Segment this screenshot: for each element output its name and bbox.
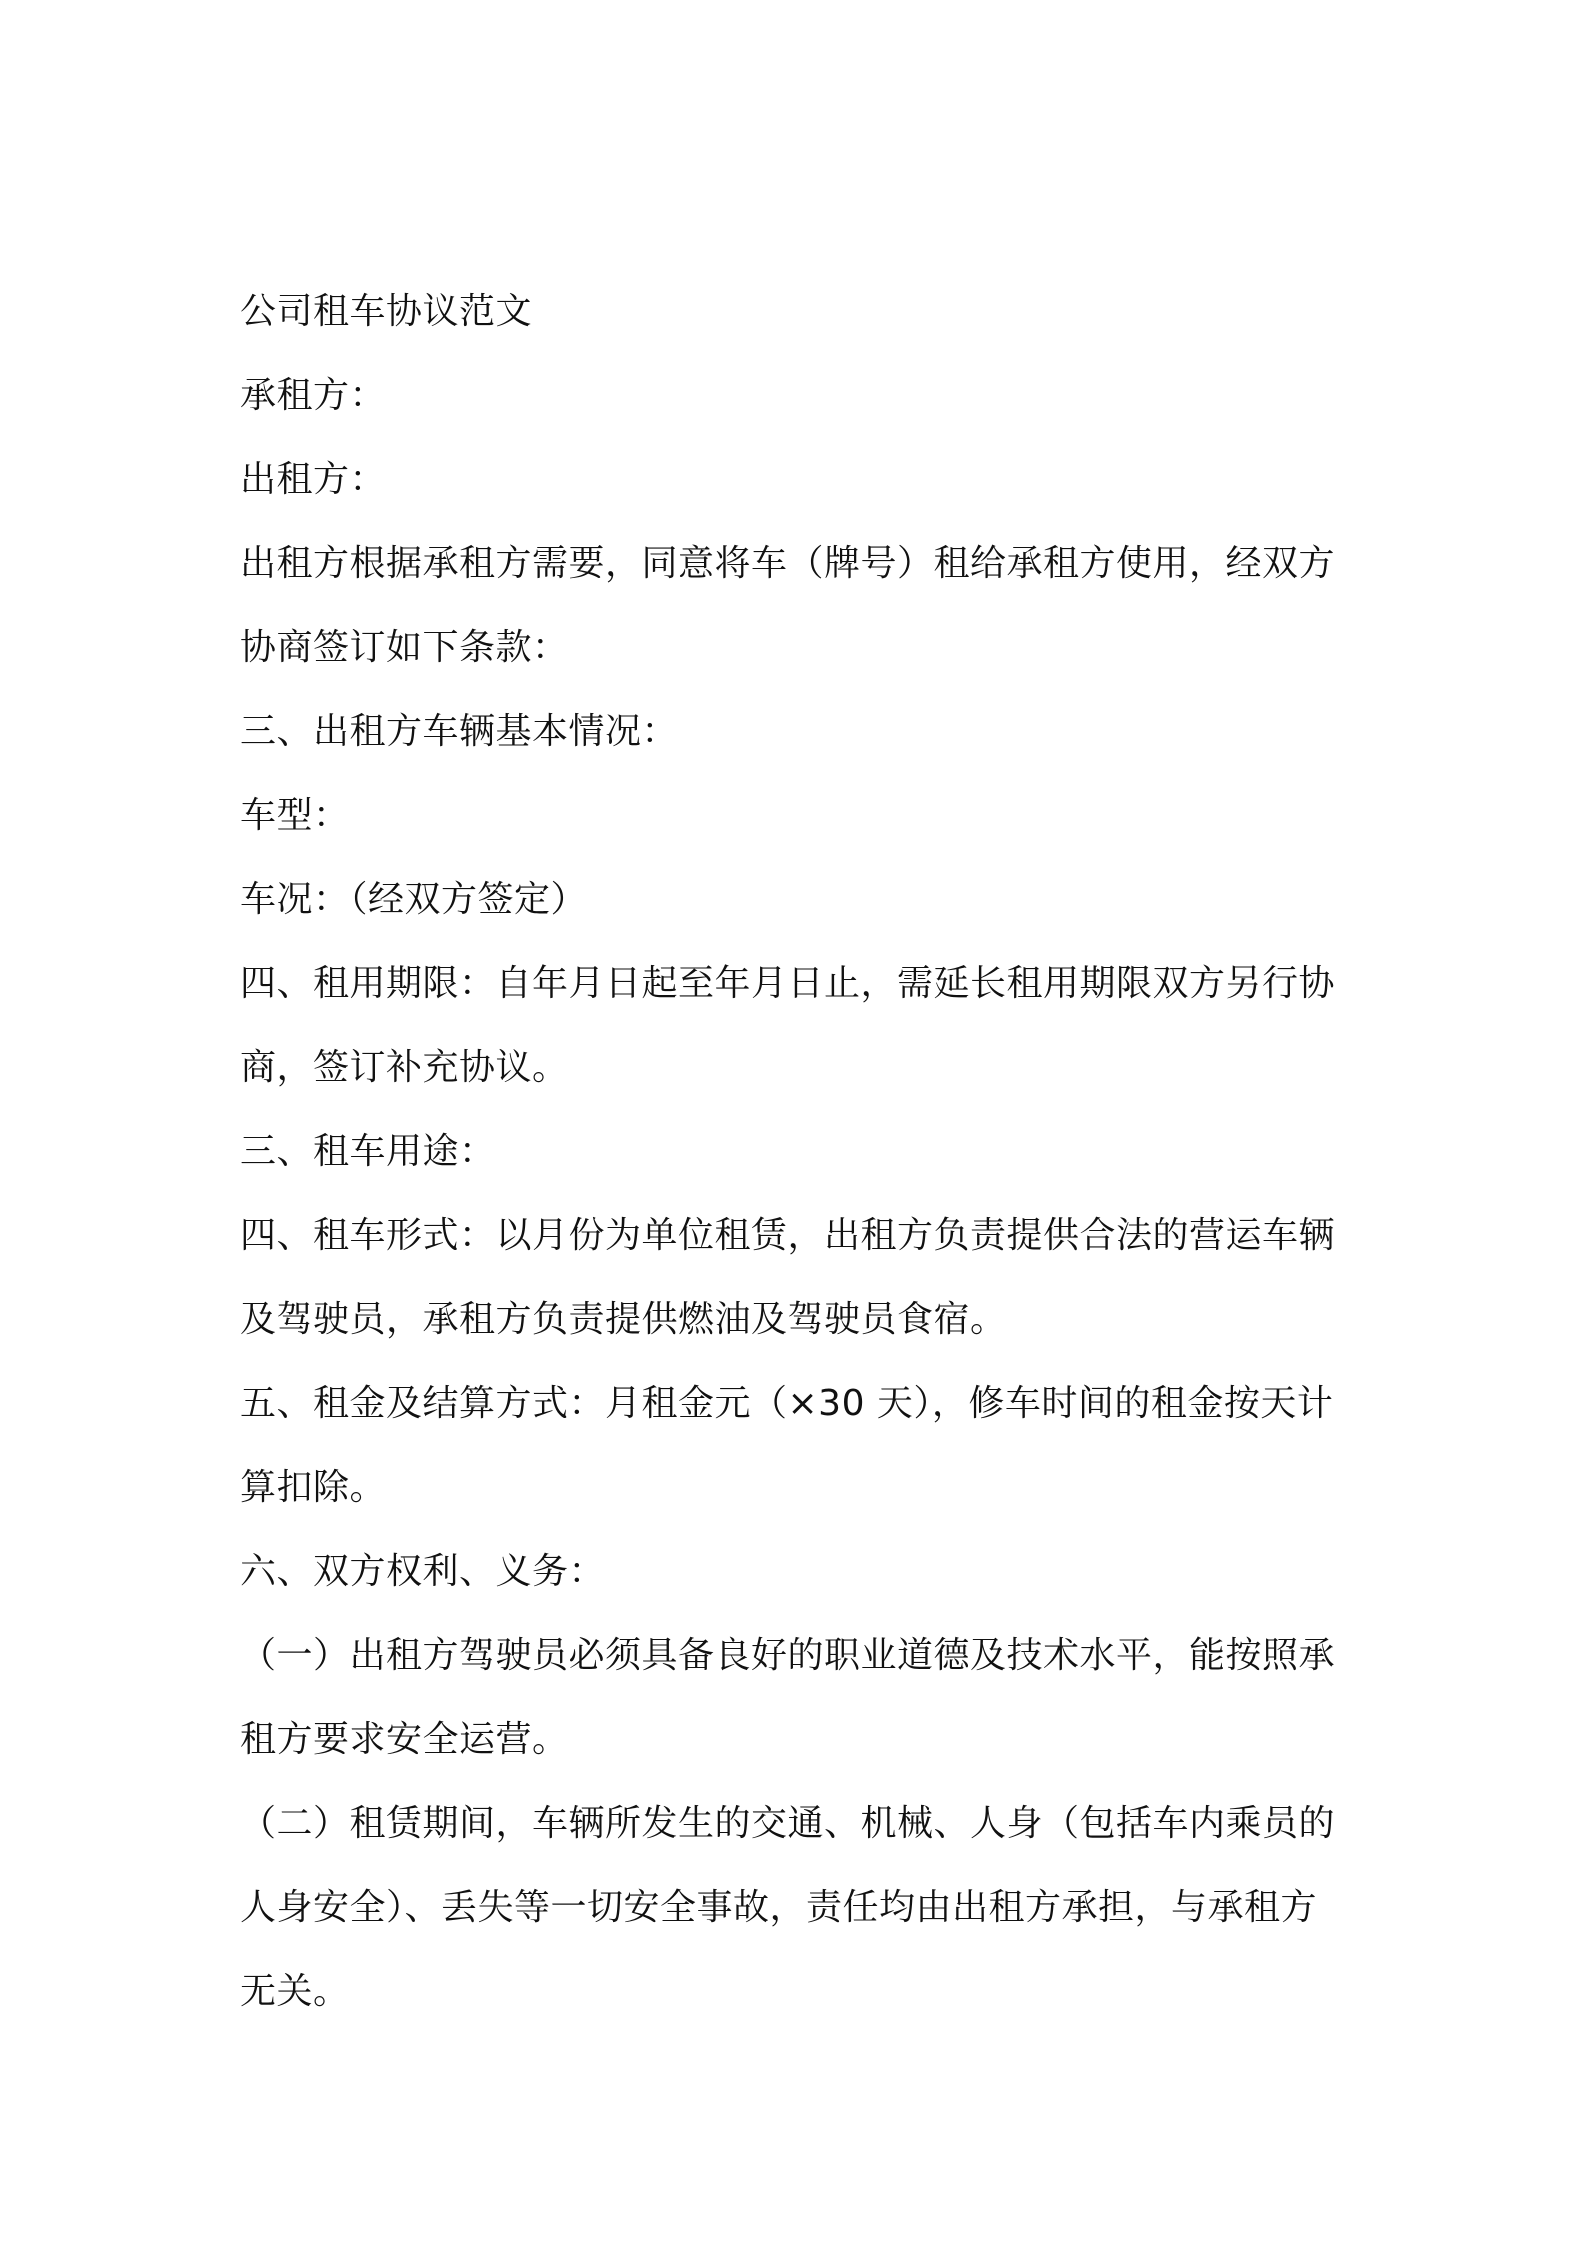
- section-heading: 六、双方权利、义务：: [240, 1551, 606, 1592]
- document-title: 公司租车协议范文: [240, 291, 533, 332]
- document-body: [240, 270, 1355, 2034]
- text-line: 承租方：: [240, 375, 387, 416]
- text-line: 车型：: [240, 795, 350, 836]
- section-heading: 三、出租方车辆基本情况：: [240, 711, 679, 752]
- text-line: 协商签订如下条款：: [240, 627, 569, 668]
- text-line: （一）出租方驾驶员必须具备良好的职业道德及技术水平，能按照承: [240, 1635, 1336, 1676]
- text-line: （二）租赁期间，车辆所发生的交通、机械、人身（包括车内乘员的: [240, 1803, 1336, 1844]
- text-line: 出租方：: [240, 459, 387, 500]
- text-line: 算扣除。: [240, 1467, 387, 1508]
- section-heading: 四、租车形式：以月份为单位租赁，出租方负责提供合法的营运车辆: [240, 1215, 1336, 1256]
- text-line: 人身安全）、丢失等一切安全事故，责任均由出租方承担，与承租方: [240, 1887, 1318, 1928]
- text-line: 出租方根据承租方需要，同意将车（牌号）租给承租方使用，经双方: [240, 543, 1336, 584]
- section-heading: 五、租金及结算方式：月租金元（×30 天），修车时间的租金按天计: [240, 1383, 1334, 1424]
- text-line: 商，签订补充协议。: [240, 1047, 569, 1088]
- section-heading: 三、租车用途：: [240, 1131, 496, 1172]
- section-heading: 四、租用期限：自年月日起至年月日止，需延长租用期限双方另行协: [240, 963, 1336, 1004]
- text-line: 及驾驶员，承租方负责提供燃油及驾驶员食宿。: [240, 1299, 1007, 1340]
- text-line: 车况：（经双方签定）: [240, 879, 588, 920]
- text-line: 无关。: [240, 1971, 350, 2012]
- text-line: 租方要求安全运营。: [240, 1719, 569, 1760]
